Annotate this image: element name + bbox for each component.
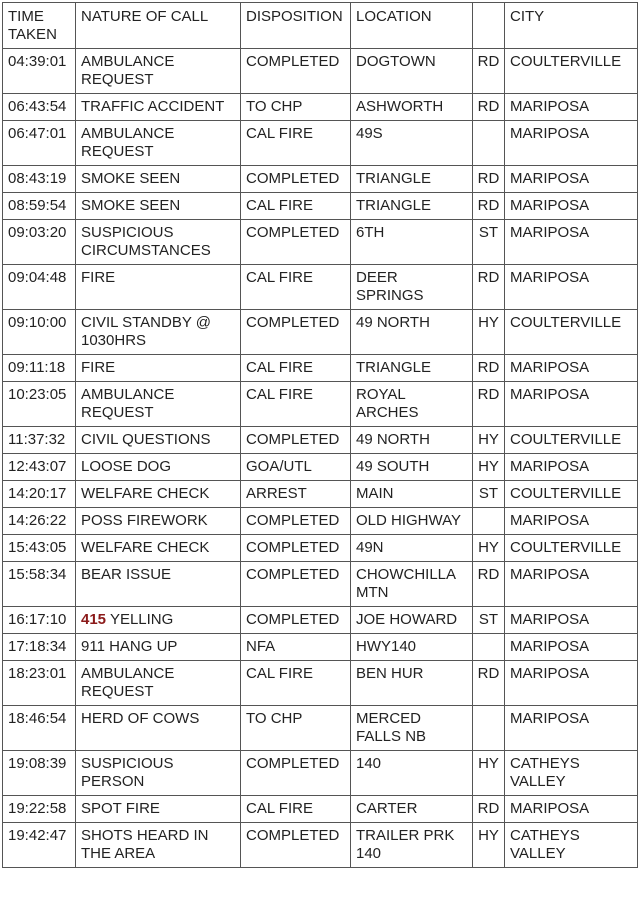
location-cell: DOGTOWN: [351, 49, 473, 94]
location-cell: TRIANGLE: [351, 355, 473, 382]
location-suffix-cell: ST: [473, 481, 505, 508]
city-cell: MARIPOSA: [505, 121, 638, 166]
location-cell: 49 NORTH: [351, 427, 473, 454]
location-cell: ASHWORTH: [351, 94, 473, 121]
disposition-cell: ARREST: [241, 481, 351, 508]
city-cell: MARIPOSA: [505, 265, 638, 310]
table-row: [3, 265, 638, 310]
disposition-cell: COMPLETED: [241, 310, 351, 355]
nature-cell: POSS FIREWORK: [76, 508, 241, 535]
header-time-taken: TIME TAKEN: [3, 3, 76, 49]
nature-cell: FIRE: [76, 355, 241, 382]
time-cell: 19:08:39: [3, 751, 76, 796]
location-suffix-cell: RD: [473, 193, 505, 220]
time-cell: 19:22:58: [3, 796, 76, 823]
table-row: [3, 607, 638, 634]
header-location: LOCATION: [351, 3, 473, 49]
disposition-cell: NFA: [241, 634, 351, 661]
table-row: [3, 49, 638, 94]
location-suffix-cell: HY: [473, 454, 505, 481]
location-suffix-cell: HY: [473, 427, 505, 454]
location-cell: BEN HUR: [351, 661, 473, 706]
time-cell: 09:10:00: [3, 310, 76, 355]
location-cell: JOE HOWARD: [351, 607, 473, 634]
location-cell: 49 NORTH: [351, 310, 473, 355]
table-row: [3, 634, 638, 661]
table-row: [3, 121, 638, 166]
location-suffix-cell: HY: [473, 751, 505, 796]
location-cell: CARTER: [351, 796, 473, 823]
nature-cell: SHOTS HEARD IN THE AREA: [76, 823, 241, 868]
header-disposition: DISPOSITION: [241, 3, 351, 49]
location-suffix-cell: RD: [473, 265, 505, 310]
city-cell: COULTERVILLE: [505, 310, 638, 355]
location-suffix-cell: [473, 508, 505, 535]
location-suffix-cell: RD: [473, 49, 505, 94]
disposition-cell: CAL FIRE: [241, 355, 351, 382]
city-cell: MARIPOSA: [505, 94, 638, 121]
city-cell: MARIPOSA: [505, 454, 638, 481]
table-row: [3, 427, 638, 454]
time-cell: 11:37:32: [3, 427, 76, 454]
nature-cell: TRAFFIC ACCIDENT: [76, 94, 241, 121]
nature-cell: SMOKE SEEN: [76, 166, 241, 193]
location-suffix-cell: [473, 121, 505, 166]
location-cell: 49 SOUTH: [351, 454, 473, 481]
time-cell: 09:03:20: [3, 220, 76, 265]
location-cell: DEER SPRINGS: [351, 265, 473, 310]
nature-cell: CIVIL STANDBY @ 1030HRS: [76, 310, 241, 355]
location-cell: MERCED FALLS NB: [351, 706, 473, 751]
table-row: [3, 535, 638, 562]
nature-cell: AMBULANCE REQUEST: [76, 661, 241, 706]
location-suffix-cell: HY: [473, 535, 505, 562]
time-cell: 15:43:05: [3, 535, 76, 562]
nature-cell: FIRE: [76, 265, 241, 310]
call-log-table: [2, 2, 638, 868]
location-cell: 140: [351, 751, 473, 796]
time-cell: 16:17:10: [3, 607, 76, 634]
time-cell: 19:42:47: [3, 823, 76, 868]
city-cell: CATHEYS VALLEY: [505, 823, 638, 868]
location-suffix-cell: [473, 706, 505, 751]
location-suffix-cell: ST: [473, 607, 505, 634]
disposition-cell: CAL FIRE: [241, 193, 351, 220]
nature-cell: SPOT FIRE: [76, 796, 241, 823]
location-suffix-cell: RD: [473, 796, 505, 823]
location-suffix-cell: HY: [473, 310, 505, 355]
city-cell: MARIPOSA: [505, 193, 638, 220]
city-cell: COULTERVILLE: [505, 481, 638, 508]
time-cell: 09:11:18: [3, 355, 76, 382]
location-suffix-cell: RD: [473, 661, 505, 706]
nature-cell: HERD OF COWS: [76, 706, 241, 751]
disposition-cell: COMPLETED: [241, 562, 351, 607]
table-row: [3, 310, 638, 355]
city-cell: MARIPOSA: [505, 706, 638, 751]
time-cell: 17:18:34: [3, 634, 76, 661]
disposition-cell: COMPLETED: [241, 535, 351, 562]
city-cell: MARIPOSA: [505, 220, 638, 265]
time-cell: 09:04:48: [3, 265, 76, 310]
disposition-cell: TO CHP: [241, 94, 351, 121]
nature-cell: AMBULANCE REQUEST: [76, 49, 241, 94]
table-row: [3, 796, 638, 823]
city-cell: MARIPOSA: [505, 382, 638, 427]
nature-text: YELLING: [109, 611, 174, 628]
table-body: [3, 49, 638, 868]
disposition-cell: CAL FIRE: [241, 382, 351, 427]
location-suffix-cell: [473, 634, 505, 661]
city-cell: COULTERVILLE: [505, 427, 638, 454]
nature-cell: AMBULANCE REQUEST: [76, 382, 241, 427]
time-cell: 06:47:01: [3, 121, 76, 166]
nature-cell: 911 HANG UP: [76, 634, 241, 661]
city-cell: CATHEYS VALLEY: [505, 751, 638, 796]
time-cell: 18:23:01: [3, 661, 76, 706]
location-cell: MAIN: [351, 481, 473, 508]
header-location-suffix: [473, 3, 505, 49]
location-suffix-cell: RD: [473, 355, 505, 382]
disposition-cell: CAL FIRE: [241, 661, 351, 706]
table-row: [3, 508, 638, 535]
location-cell: 49N: [351, 535, 473, 562]
location-suffix-cell: RD: [473, 94, 505, 121]
location-cell: CHOWCHILLA MTN: [351, 562, 473, 607]
city-cell: MARIPOSA: [505, 562, 638, 607]
disposition-cell: CAL FIRE: [241, 121, 351, 166]
table-row: [3, 94, 638, 121]
table-row: [3, 661, 638, 706]
city-cell: MARIPOSA: [505, 607, 638, 634]
city-cell: MARIPOSA: [505, 634, 638, 661]
table-row: [3, 166, 638, 193]
table-row: [3, 193, 638, 220]
disposition-cell: CAL FIRE: [241, 796, 351, 823]
disposition-cell: COMPLETED: [241, 220, 351, 265]
location-cell: 49S: [351, 121, 473, 166]
time-cell: 10:23:05: [3, 382, 76, 427]
location-cell: ROYAL ARCHES: [351, 382, 473, 427]
time-cell: 08:43:19: [3, 166, 76, 193]
disposition-cell: COMPLETED: [241, 823, 351, 868]
time-cell: 08:59:54: [3, 193, 76, 220]
table-row: [3, 481, 638, 508]
nature-cell: [76, 607, 241, 634]
time-cell: 18:46:54: [3, 706, 76, 751]
nature-cell: SUSPICIOUS PERSON: [76, 751, 241, 796]
disposition-cell: COMPLETED: [241, 166, 351, 193]
table-row: [3, 382, 638, 427]
call-code: 415: [81, 611, 107, 628]
nature-cell: CIVIL QUESTIONS: [76, 427, 241, 454]
time-cell: 14:20:17: [3, 481, 76, 508]
disposition-cell: CAL FIRE: [241, 265, 351, 310]
disposition-cell: COMPLETED: [241, 607, 351, 634]
location-cell: HWY140: [351, 634, 473, 661]
city-cell: MARIPOSA: [505, 661, 638, 706]
location-suffix-cell: RD: [473, 382, 505, 427]
table-row: [3, 706, 638, 751]
nature-cell: AMBULANCE REQUEST: [76, 121, 241, 166]
header-row: [3, 3, 638, 49]
nature-cell: WELFARE CHECK: [76, 535, 241, 562]
disposition-cell: COMPLETED: [241, 751, 351, 796]
location-cell: 6TH: [351, 220, 473, 265]
time-cell: 04:39:01: [3, 49, 76, 94]
nature-cell: SUSPICIOUS CIRCUMSTANCES: [76, 220, 241, 265]
city-cell: MARIPOSA: [505, 166, 638, 193]
location-cell: OLD HIGHWAY: [351, 508, 473, 535]
time-cell: 12:43:07: [3, 454, 76, 481]
city-cell: COULTERVILLE: [505, 535, 638, 562]
city-cell: COULTERVILLE: [505, 49, 638, 94]
location-suffix-cell: RD: [473, 562, 505, 607]
time-cell: 14:26:22: [3, 508, 76, 535]
time-cell: 06:43:54: [3, 94, 76, 121]
location-suffix-cell: HY: [473, 823, 505, 868]
location-cell: TRIANGLE: [351, 166, 473, 193]
city-cell: MARIPOSA: [505, 355, 638, 382]
table-row: [3, 751, 638, 796]
location-suffix-cell: ST: [473, 220, 505, 265]
location-cell: TRIANGLE: [351, 193, 473, 220]
header-city: CITY: [505, 3, 638, 49]
nature-cell: WELFARE CHECK: [76, 481, 241, 508]
table-row: [3, 355, 638, 382]
location-cell: TRAILER PRK 140: [351, 823, 473, 868]
nature-cell: SMOKE SEEN: [76, 193, 241, 220]
disposition-cell: COMPLETED: [241, 508, 351, 535]
header-nature-of-call: NATURE OF CALL: [76, 3, 241, 49]
table-row: [3, 454, 638, 481]
city-cell: MARIPOSA: [505, 508, 638, 535]
disposition-cell: TO CHP: [241, 706, 351, 751]
location-suffix-cell: RD: [473, 166, 505, 193]
disposition-cell: COMPLETED: [241, 49, 351, 94]
city-cell: MARIPOSA: [505, 796, 638, 823]
table-row: [3, 220, 638, 265]
table-row: [3, 562, 638, 607]
time-cell: 15:58:34: [3, 562, 76, 607]
disposition-cell: GOA/UTL: [241, 454, 351, 481]
table-row: [3, 823, 638, 868]
nature-cell: LOOSE DOG: [76, 454, 241, 481]
disposition-cell: COMPLETED: [241, 427, 351, 454]
nature-cell: BEAR ISSUE: [76, 562, 241, 607]
